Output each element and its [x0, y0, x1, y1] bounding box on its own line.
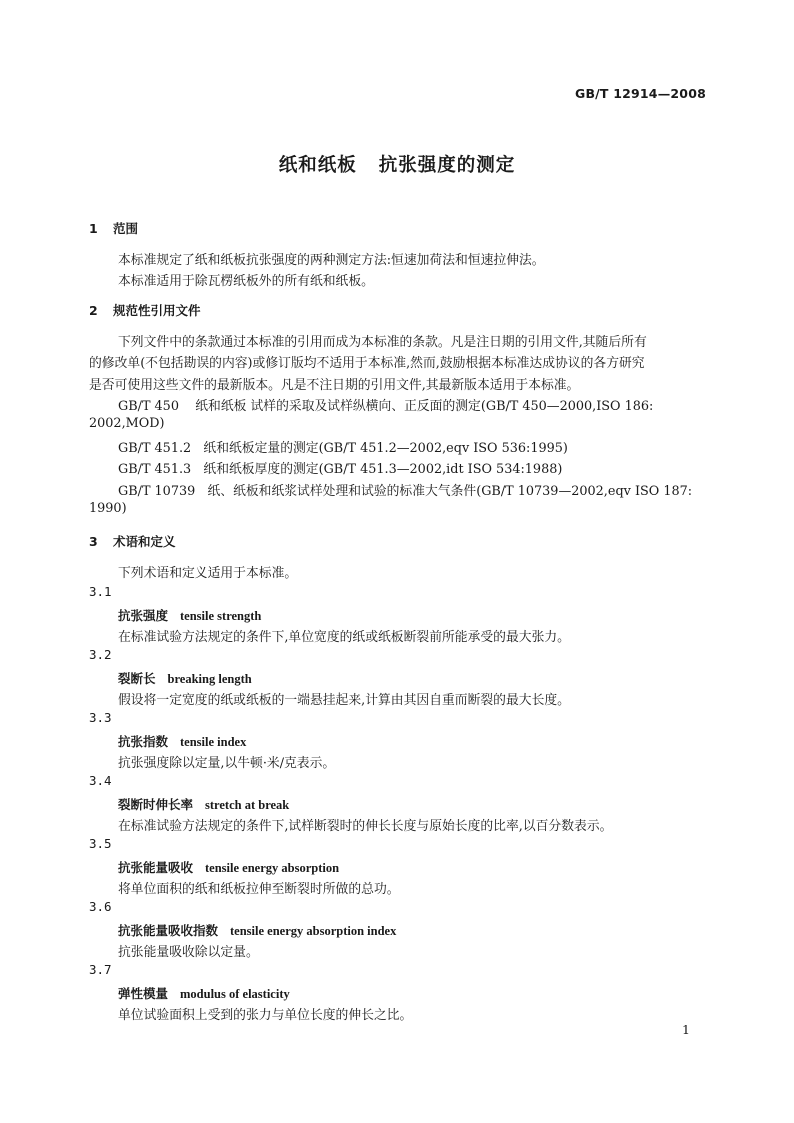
section-2-heading: 2 规范性引用文件 — [89, 303, 201, 318]
section-2-intro-line: 下列文件中的条款通过本标准的引用而成为本标准的条款。凡是注日期的引用文件,其随后所有 — [118, 335, 647, 350]
reference-item: GB/T 450 纸和纸板 试样的采取及试样纵横向、正反面的测定(GB/T 450—2000,ISO 186: — [118, 399, 654, 414]
term-definition: 在标准试验方法规定的条件下,单位宽度的纸或纸板断裂前所能承受的最大张力。 — [118, 630, 570, 645]
section-3-intro: 下列术语和定义适用于本标准。 — [118, 566, 298, 581]
term-number: 3.4 — [89, 773, 112, 788]
section-2-intro-line: 是否可使用这些文件的最新版本。凡是不注日期的引用文件,其最新版本适用于本标准。 — [89, 378, 580, 393]
reference-item: GB/T 451.3 纸和纸板厚度的测定(GB/T 451.3—2002,idt ISO 534:1988) — [118, 462, 563, 477]
term-number: 3.5 — [89, 836, 112, 851]
term-heading: 抗张能量吸收指数 tensile energy absorption index — [118, 923, 397, 938]
section-1-paragraph: 本标准规定了纸和纸板抗张强度的两种测定方法:恒速加荷法和恒速拉伸法。 — [118, 253, 545, 268]
term-heading: 弹性模量 modulus of elasticity — [118, 986, 290, 1001]
term-heading: 抗张强度 tensile strength — [118, 608, 262, 623]
term-definition: 假设将一定宽度的纸或纸板的一端悬挂起来,计算由其因自重而断裂的最大长度。 — [118, 693, 570, 708]
term-definition: 抗张强度除以定量,以牛顿·米/克表示。 — [118, 756, 336, 771]
reference-item-continuation: 1990) — [89, 501, 127, 516]
term-definition: 在标准试验方法规定的条件下,试样断裂时的伸长长度与原始长度的比率,以百分数表示。 — [118, 819, 613, 834]
term-heading: 抗张能量吸收 tensile energy absorption — [118, 860, 340, 875]
term-definition: 单位试验面积上受到的张力与单位长度的伸长之比。 — [118, 1008, 413, 1023]
term-number: 3.2 — [89, 647, 112, 662]
page-title — [0, 151, 794, 177]
reference-item: GB/T 10739 纸、纸板和纸浆试样处理和试验的标准大气条件(GB/T 10739—2002,eqv ISO 187: — [118, 484, 693, 499]
term-heading: 抗张指数 tensile index — [118, 734, 247, 749]
term-number: 3.6 — [89, 899, 112, 914]
term-number: 3.3 — [89, 710, 112, 725]
term-number: 3.1 — [89, 584, 112, 599]
term-heading: 裂断长 breaking length — [118, 671, 252, 686]
section-1-heading: 1 范围 — [89, 221, 139, 236]
term-definition: 将单位面积的纸和纸板拉伸至断裂时所做的总功。 — [118, 882, 400, 897]
term-number: 3.7 — [89, 962, 112, 977]
title-part-2: 抗张强度的测定 — [378, 155, 516, 176]
reference-item-continuation: 2002,MOD) — [89, 416, 165, 431]
section-1-paragraph: 本标准适用于除瓦楞纸板外的所有纸和纸板。 — [118, 274, 374, 289]
page-number: 1 — [682, 1022, 690, 1037]
standard-code: GB/T 12914—2008 — [574, 86, 706, 101]
title-part-1: 纸和纸板 — [278, 155, 357, 176]
section-2-intro-line: 的修改单(不包括勘误的内容)或修订版均不适用于本标准,然而,鼓励根据本标准达成协议的各方研究 — [89, 356, 645, 371]
term-definition: 抗张能量吸收除以定量。 — [118, 945, 259, 960]
term-heading: 裂断时伸长率 stretch at break — [118, 797, 290, 812]
reference-item: GB/T 451.2 纸和纸板定量的测定(GB/T 451.2—2002,eqv ISO 536:1995) — [118, 441, 568, 456]
section-3-heading: 3 术语和定义 — [89, 534, 176, 549]
